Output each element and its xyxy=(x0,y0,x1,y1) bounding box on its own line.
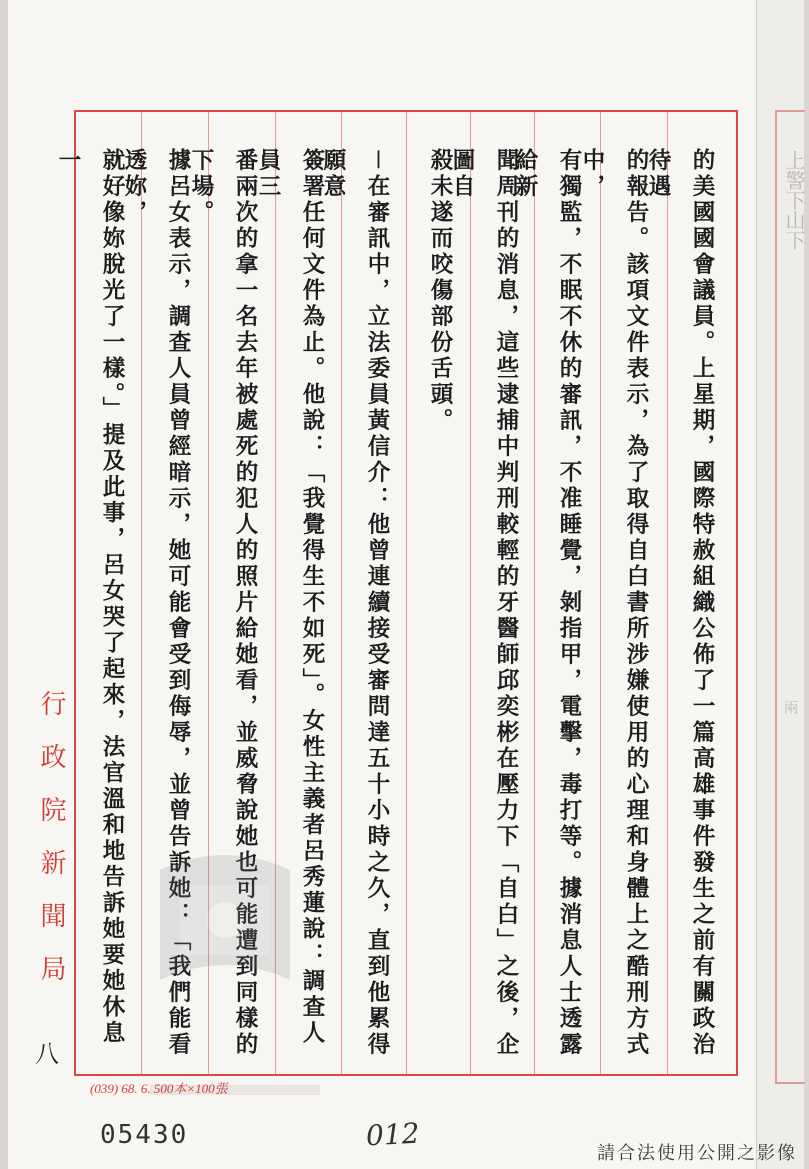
bleed-through-text: 兩 xyxy=(782,700,798,714)
column-divider xyxy=(470,112,471,1074)
column-divider xyxy=(667,112,668,1074)
handwritten-number: 012 xyxy=(365,1116,421,1153)
text-column: 簽署任何文件為止。他說：「我覺得生不如死」。女性主義者呂秀蓮說：調查人員三 xyxy=(255,148,325,1047)
text-column: 的美國國會議員。上星期，國際特赦組織公佈了一篇高雄事件發生之前有關政治待遇 xyxy=(645,148,715,1058)
text-column: －在審訊中，立法委員黃信介：他曾連續接受審問達五十小時之久，直到他累得願意 xyxy=(320,148,390,1059)
text-column: 殺未遂而咬傷部份舌頭。 xyxy=(427,148,453,434)
column-divider xyxy=(600,112,601,1074)
text-column: 的報告。該項文件表示，為了取得自白書所涉嫌使用的心理和身體上之酷刑方式中， xyxy=(579,148,649,1058)
text-column: 番兩次的拿一名去年被處死的犯人的照片給她看，並威脅說她也可能遭到同樣的下場。 xyxy=(188,148,258,1058)
text-column: 就好像妳脫光了一樣。」提及此事，呂女哭了起來，法官溫和地告訴她要她休息一 xyxy=(55,148,125,1047)
text-column: 據呂女表示，調查人員曾經暗示，她可能會受到侮辱，並曾告訴她：「我們能看透妳， xyxy=(121,148,191,1058)
agency-name: 行政院新聞局 xyxy=(36,690,66,1008)
adjacent-page-frame xyxy=(775,110,805,1084)
bleed-through-text: 上警下山下 xyxy=(782,150,806,250)
page-number: 八 xyxy=(35,1040,59,1068)
document-number: 05430 xyxy=(100,1120,189,1150)
print-code: (039) 68. 6. 500本×100張 xyxy=(90,1081,228,1096)
column-divider xyxy=(141,112,142,1074)
text-column: 有獨監，不眠不休的審訊，不准睡覺，剝指甲，電擊，毒打等。據消息人士透露給新 xyxy=(512,148,582,1058)
column-divider xyxy=(406,112,407,1074)
usage-notice: 請合法使用公開之影像 xyxy=(597,1143,797,1164)
column-divider xyxy=(341,112,342,1074)
text-column: 聞周刊的消息，這些逮捕中判刑較輕的牙醫師邱奕彬在壓力下「自白」之後，企圖自 xyxy=(449,148,519,1058)
book-watermark-icon xyxy=(150,830,300,990)
column-divider xyxy=(534,112,535,1074)
